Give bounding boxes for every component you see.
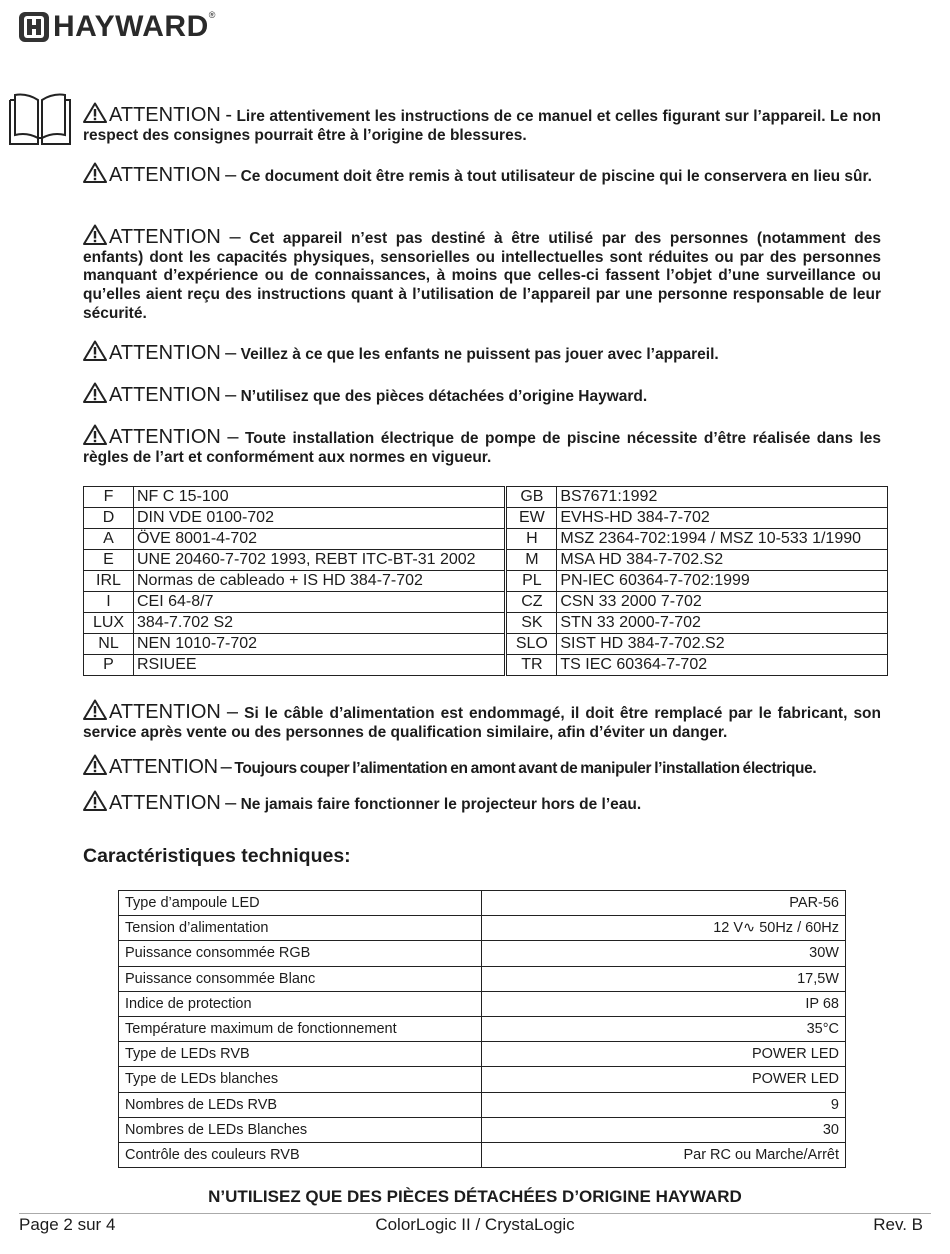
warning-paragraph bbox=[83, 790, 881, 815]
spec-label: Tension d’alimentation bbox=[119, 916, 482, 941]
spec-label: Contrôle des couleurs RVB bbox=[119, 1142, 482, 1167]
spec-row bbox=[119, 1042, 846, 1067]
norms-row bbox=[84, 487, 888, 508]
norm-standard: CSN 33 2000 7-702 bbox=[557, 592, 888, 613]
specs-title: Caractéristiques techniques: bbox=[83, 845, 351, 867]
country-code: PL bbox=[507, 571, 557, 592]
country-code: TR bbox=[507, 655, 557, 676]
norms-row bbox=[84, 508, 888, 529]
spec-label: Puissance consommée RGB bbox=[119, 941, 482, 966]
warning-text: Toujours couper l’alimentation en amont avant de manipuler l’installation électrique. bbox=[234, 760, 817, 777]
norm-standard: 384-7.702 S2 bbox=[134, 613, 505, 634]
spec-label: Type d’ampoule LED bbox=[119, 891, 482, 916]
warning-label: ATTENTION bbox=[109, 226, 221, 248]
norm-standard: CEI 64-8/7 bbox=[134, 592, 505, 613]
warning-label: ATTENTION bbox=[109, 384, 221, 406]
warning-text: Cet appareil n’est pas destiné à être utilisé par des personnes (notamment des enfants) dont les capacités physiques, sensorielles ou intellectuelles sont réduites ou par des personnes manquant d’expérience ou de connaissances, à moins que celles-ci fassent l’objet d’une surveillance ou qu’elles aient reçu des instructions quant à l’utilisation de l’appareil par une personne responsable de leur sécurité. bbox=[83, 230, 881, 322]
original-parts-notice: N’UTILISEZ QUE DES PIÈCES DÉTACHÉES D’ORIGINE HAYWARD bbox=[208, 1187, 742, 1206]
spec-label: Température maximum de fonctionnement bbox=[119, 1016, 482, 1041]
warning-separator: – bbox=[227, 426, 239, 448]
warning-paragraph bbox=[83, 699, 881, 742]
spec-label: Puissance consommée Blanc bbox=[119, 966, 482, 991]
country-code: IRL bbox=[84, 571, 134, 592]
norm-standard: BS7671:1992 bbox=[557, 487, 888, 508]
country-code: SLO bbox=[507, 634, 557, 655]
warning-triangle-icon bbox=[83, 162, 107, 183]
spec-value: Par RC ou Marche/Arrêt bbox=[482, 1142, 846, 1167]
footer-revision: Rev. B bbox=[873, 1215, 923, 1234]
spec-label: Indice de protection bbox=[119, 991, 482, 1016]
warning-label: ATTENTION bbox=[109, 426, 221, 448]
norm-standard: PN-IEC 60364-7-702:1999 bbox=[557, 571, 888, 592]
country-code: I bbox=[84, 592, 134, 613]
country-code: SK bbox=[507, 613, 557, 634]
spec-label: Type de LEDs blanches bbox=[119, 1067, 482, 1092]
hayward-logo bbox=[19, 10, 216, 44]
spec-value: IP 68 bbox=[482, 991, 846, 1016]
country-code: LUX bbox=[84, 613, 134, 634]
footer-page-number: Page 2 sur 4 bbox=[19, 1215, 116, 1234]
warning-paragraph bbox=[83, 102, 881, 145]
spec-value: 35°C bbox=[482, 1016, 846, 1041]
spec-value: PAR-56 bbox=[482, 891, 846, 916]
warning-paragraph bbox=[83, 754, 881, 779]
spec-row bbox=[119, 1092, 846, 1117]
norm-standard: ÖVE 8001-4-702 bbox=[134, 529, 505, 550]
warning-triangle-icon bbox=[83, 102, 107, 123]
spec-value: 12 V∿ 50Hz / 60Hz bbox=[482, 916, 846, 941]
warning-triangle-icon bbox=[83, 754, 107, 775]
warning-triangle-icon bbox=[83, 382, 107, 403]
norm-standard: SIST HD 384-7-702.S2 bbox=[557, 634, 888, 655]
warning-label: ATTENTION bbox=[109, 164, 221, 186]
warning-text: Ne jamais faire fonctionner le projecteur hors de l’eau. bbox=[240, 796, 642, 813]
warning-paragraph bbox=[83, 162, 881, 187]
warning-label: ATTENTION bbox=[109, 792, 221, 814]
open-book-manual-icon bbox=[7, 92, 73, 148]
norm-standard: Normas de cableado + IS HD 384-7-702 bbox=[134, 571, 505, 592]
warning-text: Veillez à ce que les enfants ne puissent pas jouer avec l’appareil. bbox=[240, 346, 719, 363]
specs-table bbox=[118, 890, 846, 1168]
warning-paragraph bbox=[83, 224, 881, 324]
norms-row bbox=[84, 634, 888, 655]
norm-standard: TS IEC 60364-7-702 bbox=[557, 655, 888, 676]
norm-standard: UNE 20460-7-702 1993, REBT ITC-BT-31 2002 bbox=[134, 550, 505, 571]
warning-triangle-icon bbox=[83, 699, 107, 720]
norms-row bbox=[84, 613, 888, 634]
spec-label: Nombres de LEDs Blanches bbox=[119, 1117, 482, 1142]
country-code: F bbox=[84, 487, 134, 508]
spec-row bbox=[119, 966, 846, 991]
country-code: M bbox=[507, 550, 557, 571]
warning-text: Si le câble d’alimentation est endommagé, il doit être remplacé par le fabricant, son service après vente ou des personnes de qualification similaire, afin d’éviter un danger. bbox=[83, 705, 881, 741]
norms-row bbox=[84, 550, 888, 571]
warning-separator: – bbox=[220, 756, 232, 778]
warning-label: ATTENTION bbox=[109, 701, 221, 723]
spec-label: Nombres de LEDs RVB bbox=[119, 1092, 482, 1117]
country-code: EW bbox=[507, 508, 557, 529]
warning-paragraph bbox=[83, 382, 881, 407]
norm-standard: NEN 1010-7-702 bbox=[134, 634, 505, 655]
hayward-h-icon bbox=[19, 12, 49, 42]
spec-value: 30W bbox=[482, 941, 846, 966]
norm-standard: EVHS-HD 384-7-702 bbox=[557, 508, 888, 529]
norm-standard: NF C 15-100 bbox=[134, 487, 505, 508]
footer-product-name: ColorLogic II / CrystaLogic bbox=[375, 1215, 575, 1234]
warning-separator: – bbox=[225, 164, 237, 186]
country-code: GB bbox=[507, 487, 557, 508]
warning-text: N’utilisez que des pièces détachées d’origine Hayward. bbox=[240, 388, 648, 405]
spec-row bbox=[119, 1117, 846, 1142]
warning-text: Ce document doit être remis à tout utilisateur de piscine qui le conservera en lieu sûr. bbox=[240, 168, 872, 185]
warning-paragraph bbox=[83, 340, 881, 365]
norm-standard: MSZ 2364-702:1994 / MSZ 10-533 1/1990 bbox=[557, 529, 888, 550]
spec-row bbox=[119, 1142, 846, 1167]
country-code: E bbox=[84, 550, 134, 571]
warning-separator: – bbox=[225, 792, 237, 814]
warning-triangle-icon bbox=[83, 224, 107, 245]
spec-row bbox=[119, 891, 846, 916]
norm-standard: RSIUEE bbox=[134, 655, 505, 676]
norm-standard: MSA HD 384-7-702.S2 bbox=[557, 550, 888, 571]
spec-value: 17,5W bbox=[482, 966, 846, 991]
spec-row bbox=[119, 941, 846, 966]
brand-name: HAYWARD bbox=[53, 10, 209, 43]
spec-value: POWER LED bbox=[482, 1042, 846, 1067]
norm-standard: DIN VDE 0100-702 bbox=[134, 508, 505, 529]
warning-text: Toute installation électrique de pompe de piscine nécessite d’être réalisée dans les règles de l’art et conformément aux normes en vigueur. bbox=[83, 430, 881, 466]
warning-text: Lire attentivement les instructions de ce manuel et celles figurant sur l’appareil. Le non respect des consignes pourrait être à l’origine de blessures. bbox=[83, 108, 882, 144]
country-code: A bbox=[84, 529, 134, 550]
warning-label: ATTENTION bbox=[109, 756, 218, 778]
norms-row bbox=[84, 655, 888, 676]
country-code: D bbox=[84, 508, 134, 529]
spec-label: Type de LEDs RVB bbox=[119, 1042, 482, 1067]
warning-separator: - bbox=[225, 104, 232, 126]
norm-standard: STN 33 2000-7-702 bbox=[557, 613, 888, 634]
country-code: CZ bbox=[507, 592, 557, 613]
warning-label: ATTENTION bbox=[109, 342, 221, 364]
spec-row bbox=[119, 916, 846, 941]
country-code: H bbox=[507, 529, 557, 550]
warning-triangle-icon bbox=[83, 790, 107, 811]
spec-value: 30 bbox=[482, 1117, 846, 1142]
spec-value: POWER LED bbox=[482, 1067, 846, 1092]
spec-row bbox=[119, 1067, 846, 1092]
warning-separator: – bbox=[225, 342, 237, 364]
electrical-norms-table bbox=[83, 486, 888, 676]
warning-label: ATTENTION bbox=[109, 104, 221, 126]
spec-row bbox=[119, 991, 846, 1016]
warning-paragraph bbox=[83, 424, 881, 467]
spec-value: 9 bbox=[482, 1092, 846, 1117]
spec-row bbox=[119, 1016, 846, 1041]
country-code: NL bbox=[84, 634, 134, 655]
warning-separator: – bbox=[225, 384, 237, 406]
norms-row bbox=[84, 529, 888, 550]
footer-divider bbox=[19, 1213, 931, 1214]
norms-row bbox=[84, 571, 888, 592]
norms-row bbox=[84, 592, 888, 613]
warning-separator: – bbox=[226, 701, 239, 723]
warning-triangle-icon bbox=[83, 424, 107, 445]
country-code: P bbox=[84, 655, 134, 676]
warning-triangle-icon bbox=[83, 340, 107, 361]
registered-mark: ® bbox=[208, 10, 216, 20]
warning-separator: – bbox=[229, 226, 241, 248]
